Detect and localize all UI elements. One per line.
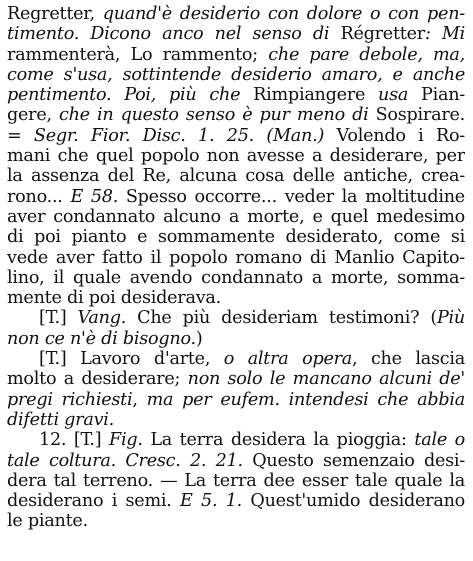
- text-run-italic: che in questo senso è pur meno di: [58, 105, 376, 126]
- text-run: desiderano i semi.: [7, 491, 181, 512]
- text-run: rammenterà, Lo rammento;: [7, 44, 269, 65]
- text-run: dera tal terreno. — La terra dee esser tale quale la: [7, 470, 465, 491]
- text-line: [7, 308, 465, 328]
- text-run-italic: che pare debole, ma,: [268, 44, 465, 65]
- text-run-italic: quand'è desiderio con dolore o con pen-: [102, 4, 465, 24]
- text-run-italic: E 58.: [70, 186, 126, 207]
- text-line: [7, 390, 465, 410]
- text-line: [7, 451, 465, 471]
- text-line: [7, 45, 465, 65]
- text-run: La terra desidera la pioggia:: [150, 430, 415, 451]
- text-run-italic: non ce n'è di bisogno.: [7, 328, 196, 349]
- text-run: Quest'umido desiderano: [250, 491, 465, 512]
- text-line: [7, 248, 465, 268]
- text-run-italic: Vang.: [77, 308, 138, 329]
- text-run: aver condannato alcuno a morte, e quel medesimo: [7, 206, 465, 227]
- text-run: Che più desideriam testimoni? (: [137, 308, 437, 329]
- text-run: Régretter: [340, 24, 425, 45]
- text-run: ,: [132, 389, 147, 410]
- text-line: [7, 268, 465, 288]
- text-line: [7, 4, 465, 24]
- text-run: Rimpiangere: [253, 85, 366, 106]
- text-run-italic: = Segr. Fior. Disc. 1. 25. (Man.): [7, 125, 337, 146]
- text-run-italic: Fig.: [109, 430, 151, 451]
- text-line: [7, 65, 465, 85]
- text-run: le piante.: [7, 511, 88, 532]
- text-run: Lavoro d'arte,: [80, 349, 224, 370]
- text-run-italic: pregi richiesti: [7, 389, 133, 410]
- text-run: Questo semenzaio desi-: [252, 450, 465, 471]
- text-run-italic: difetti gravi.: [7, 409, 114, 430]
- text-run: lino, il quale avendo condannato a morte, somma-: [7, 267, 465, 288]
- text-line: [7, 491, 465, 511]
- text-line: [7, 410, 465, 430]
- text-line: [7, 430, 465, 450]
- text-run-italic: timento. Dicono anco nel senso di: [7, 24, 341, 45]
- text-line: [7, 329, 465, 349]
- text-run: molto a desiderare;: [7, 369, 188, 390]
- text-run: Regretter,: [7, 4, 103, 24]
- text-run-italic: non solo le mancano alcuni de': [187, 369, 465, 390]
- text-run-italic: o altra opera: [223, 349, 353, 370]
- text-line: [7, 146, 465, 166]
- text-line: [7, 126, 465, 146]
- text-line: [7, 187, 465, 207]
- text-run: mani che quel popolo non avesse a desiderare, per: [7, 146, 465, 167]
- text-line: [7, 471, 465, 491]
- text-run: , che lascia: [352, 349, 465, 370]
- text-run: rono...: [7, 186, 71, 207]
- text-line: [7, 105, 465, 125]
- text-run-italic: tale o: [414, 430, 465, 451]
- text-run-italic: come s'usa, sottintende desiderio amaro, e anche: [7, 64, 465, 85]
- text-run: Pian-: [421, 85, 465, 106]
- text-run-italic: usa: [365, 85, 422, 106]
- text-run-italic: : Mi: [424, 24, 465, 45]
- text-run-italic: Più: [436, 308, 465, 329]
- text-run: [T.]: [39, 349, 81, 370]
- text-line: [7, 227, 465, 247]
- text-run: la assenza del Re, alcuna cosa delle antiche, crea-: [7, 166, 465, 187]
- text-run: 12. [T.]: [39, 430, 109, 451]
- text-line: [7, 349, 465, 369]
- text-line: [7, 85, 465, 105]
- text-line: [7, 288, 465, 308]
- text-line: [7, 207, 465, 227]
- text-run-italic: tale coltura. Cresc. 2. 21.: [7, 450, 253, 471]
- text-run: Spesso occorre... veder la moltitudine: [125, 186, 465, 207]
- text-line: [7, 24, 465, 44]
- text-run: vede aver fatto il popolo romano di Manlio Capito-: [7, 247, 465, 268]
- text-line: [7, 511, 465, 531]
- text-run-italic: E 5. 1.: [180, 491, 251, 512]
- text-line: [7, 369, 465, 389]
- text-run: [T.]: [39, 308, 78, 329]
- text-run: Volendo i Ro-: [336, 125, 465, 146]
- text-run-italic: ma per eufem. intendesi che abbia: [146, 389, 465, 410]
- text-run: ): [195, 328, 203, 349]
- text-run: Sospirare.: [375, 105, 465, 126]
- text-line: [7, 166, 465, 186]
- text-run: mente di poi desiderava.: [7, 288, 221, 309]
- text-run: gere,: [7, 105, 59, 126]
- text-run: di poi pianto e sommamente desiderato, come si: [7, 227, 465, 248]
- text-run-italic: pentimento. Poi, più che: [7, 85, 254, 106]
